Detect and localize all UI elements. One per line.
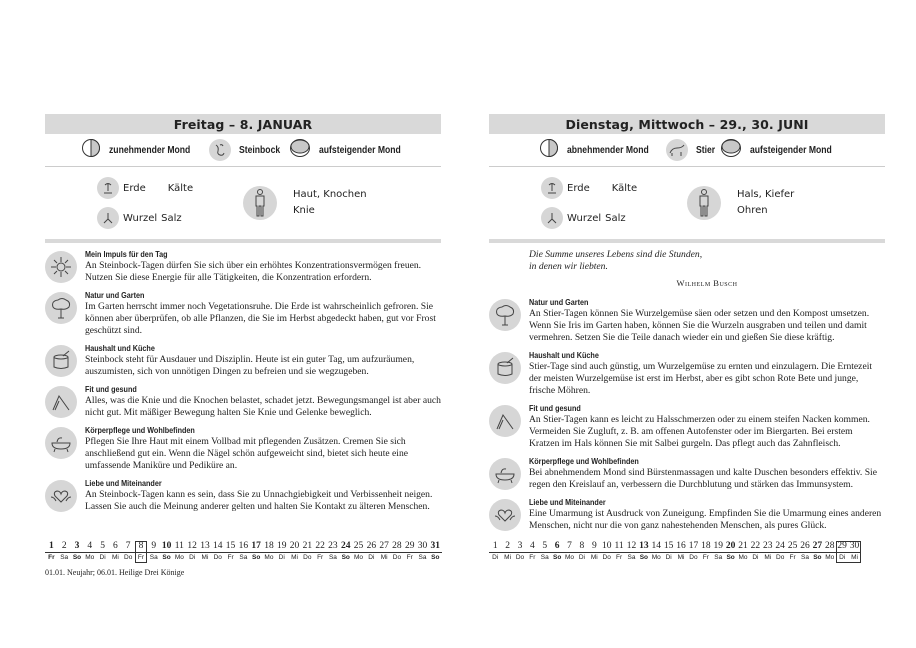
calendar-weekday: So — [431, 554, 440, 561]
calendar-day — [429, 541, 442, 563]
calendar-weekday: Sa — [627, 554, 636, 561]
calendar-day — [601, 541, 613, 563]
plant-part-label: Wurzel — [123, 212, 158, 224]
calendar-day — [160, 541, 173, 563]
item-text: An Steinbock-Tagen kann es sein, dass Sie zu Unnachgiebigkeit und Verbissenheit neigen. Lassen Sie auch die Meinung anderer gelten und halten Sie Kontakt zu älteren Menschen. — [85, 489, 433, 512]
calendar-weekday: Do — [689, 554, 698, 561]
heart-hands-icon — [45, 480, 77, 512]
calendar-day-number: 12 — [187, 541, 197, 551]
bathtub-icon — [45, 427, 77, 459]
element-quality: Kälte — [611, 182, 638, 194]
calendar-day — [135, 541, 148, 563]
calendar-weekday: Fr — [702, 554, 709, 561]
moon-info-row — [45, 134, 441, 167]
calendar-day-number: 3 — [71, 541, 84, 553]
calendar-weekday: Mo — [264, 554, 274, 561]
calendar-day — [687, 541, 699, 563]
ascending-moon-icon — [720, 138, 742, 163]
human-body-icon — [243, 186, 277, 220]
plant-nutrient: Salz — [605, 212, 626, 224]
item-title: Mein Impuls für den Tag — [85, 249, 168, 259]
calendar-day — [327, 541, 340, 563]
calendar-weekday: Sa — [60, 554, 69, 561]
list-item — [45, 249, 441, 284]
calendar-day-number: 25 — [787, 541, 798, 551]
root-icon — [97, 207, 119, 229]
calendar-weekday: So — [552, 554, 562, 561]
calendar-weekday: Di — [368, 554, 375, 561]
quote-line: Die Summe unseres Lebens sind die Stunden, — [529, 249, 703, 260]
calendar-day-number: 17 — [251, 541, 261, 551]
item-title: Haushalt und Küche — [529, 350, 599, 360]
list-item — [489, 297, 885, 344]
calendar-day — [786, 541, 798, 563]
item-text: An Stier-Tagen können Sie Wurzelgemüse säen oder setzen und den Kompost umsetzen. Wenn Sie Iris im Garten haben, können Sie die Wurzeln ausgraben und teilen und damit vermehren. Setzen Sie die Teile danach wieder ein und gießen Sie diese kräftig. — [529, 308, 870, 343]
list-item — [489, 456, 885, 491]
calendar-day — [526, 541, 538, 563]
item-text: An Stier-Tagen kann es leicht zu Halsschmerzen oder zu einem steifen Nacken kommen. Vermeiden Sie Zugluft, z. B. am offenen Autofenster oder im Biergarten. Bei erstem Kratzen im Hals können Sie mit Salbei gurgeln. Das pflegt auch das Zahnfleisch. — [529, 414, 870, 449]
calendar-day — [539, 541, 551, 563]
calendar-day-number: 7 — [563, 541, 575, 553]
advice-list — [45, 249, 441, 513]
calendar-day — [638, 541, 650, 563]
calendar-day — [391, 541, 404, 563]
plant-part-label: Wurzel — [567, 212, 602, 224]
calendar-day-number: 14 — [651, 541, 662, 551]
right-page — [489, 114, 885, 538]
calendar-weekday: Di — [278, 554, 285, 561]
item-title: Körperpflege und Wohlbefinden — [529, 456, 639, 466]
calendar-weekday: So — [813, 554, 822, 561]
moon-phase-label: abnehmender Mond — [566, 144, 649, 156]
calendar-weekday: Sa — [714, 554, 723, 561]
calendar-weekday: Sa — [418, 554, 427, 561]
calendar-weekday: Fr — [789, 554, 796, 561]
calendar-day-number: 28 — [392, 541, 402, 551]
list-item — [45, 343, 441, 378]
calendar-day — [147, 541, 160, 563]
item-text: Bei abnehmendem Mond sind Bürstenmassagen und kalte Duschen besonders effektiv. Sie regen den Kreislauf an, verbessern die Durchblutung und stärken das Immunsystem. — [529, 467, 877, 490]
calendar-day-number: 2 — [501, 541, 513, 553]
ascending-moon-icon — [289, 138, 311, 163]
calendar-day — [339, 541, 352, 563]
calendar-day — [613, 541, 625, 563]
root-icon — [541, 207, 563, 229]
calendar-day-number: 19 — [276, 541, 287, 551]
calendar-highlight — [836, 541, 861, 563]
calendar-day-number: 8 — [576, 541, 588, 553]
item-text: An Steinbock-Tagen dürfen Sie sich über ein erhöhtes Konzentrationsvermögen freuen. Nutzen Sie diese Energie für alle Tätigkeiten, die Konzentration erfordern. — [85, 260, 422, 283]
holiday-note: 01.01. Neujahr; 06.01. Heilige Drei Könige — [45, 568, 185, 577]
calendar-day — [551, 541, 563, 563]
calendar-weekday: Di — [99, 554, 106, 561]
calendar-day-number: 1 — [489, 541, 501, 553]
calendar-day — [625, 541, 637, 563]
tree-icon — [45, 292, 77, 324]
calendar-day — [675, 541, 687, 563]
item-text: Stier-Tage sind auch günstig, um Wurzelgemüse zu ernten und einzulagern. Die Erntezeit der meisten Wurzelgemüse ist erst im Herbst, aber es gibt schon Rote Bete und junge, frische Möhren. — [529, 361, 873, 396]
calendar-weekday: Do — [124, 554, 133, 561]
calendar-weekday: So — [726, 554, 735, 561]
quote — [529, 249, 885, 289]
calendar-day-number: 7 — [122, 541, 135, 553]
calendar-day — [224, 541, 237, 563]
calendar-day — [186, 541, 199, 563]
item-title: Fit und gesund — [85, 384, 137, 394]
list-item — [489, 403, 885, 450]
calendar-day-number: 18 — [701, 541, 711, 551]
calendar-day — [563, 541, 575, 563]
calendar-day — [811, 541, 823, 563]
calendar-day-number: 5 — [96, 541, 109, 553]
calendar-day — [700, 541, 712, 563]
calendar-day-number: 10 — [601, 541, 612, 551]
calendar-day-number: 4 — [83, 541, 96, 553]
calendar-weekday: Mo — [174, 554, 184, 561]
left-page — [45, 114, 441, 519]
calendar-day-number: 28 — [824, 541, 835, 551]
calendar-day-number: 16 — [676, 541, 686, 551]
calendar-day-number: 22 — [750, 541, 761, 551]
calendar-weekday: So — [251, 554, 261, 561]
cooking-pot-icon — [45, 345, 77, 377]
calendar-day — [122, 541, 135, 563]
calendar-day-number: 1 — [45, 541, 58, 553]
calendar-day — [58, 541, 71, 563]
calendar-day — [250, 541, 263, 563]
calendar-weekday: Di — [665, 554, 672, 561]
calendar-day-number: 20 — [725, 541, 736, 551]
calendar-weekday: Sa — [149, 554, 158, 561]
yoga-pose-icon — [489, 405, 521, 437]
calendar-weekday: Sa — [800, 554, 809, 561]
item-title: Körperpflege und Wohlbefinden — [85, 425, 195, 435]
calendar-day-number: 9 — [147, 541, 160, 553]
item-text: Im Garten herrscht immer noch Vegetationsruhe. Die Erde ist wahrscheinlich gefroren. Sie können aber überprüfen, ob alle Pflanzen, die Sie im Herbst abgedeckt haben, gut vor Frost geschützt sind. — [85, 301, 436, 336]
zodiac-label: Steinbock — [238, 144, 280, 156]
calendar-day — [237, 541, 250, 563]
calendar-day-number: 27 — [379, 541, 389, 551]
calendar-day — [173, 541, 186, 563]
item-text: Alles, was die Knie und die Knochen belastet, schadet jetzt. Bewegungsmangel ist aber auch nicht gut. Mit mäßiger Bewegung halten Sie Knie und Gelenke beweglich. — [85, 395, 441, 418]
page-title: Freitag – 8. JANUAR — [45, 114, 441, 134]
calendar-weekday: Mi — [291, 554, 298, 561]
calendar-day-number: 22 — [315, 541, 325, 551]
calendar-day — [749, 541, 761, 563]
calendar-day-number: 21 — [302, 541, 313, 551]
calendar-day — [501, 541, 513, 563]
month-calendar-strip — [489, 541, 861, 563]
yoga-pose-icon — [45, 386, 77, 418]
calendar-weekday: Mo — [825, 554, 835, 561]
item-title: Natur und Garten — [85, 290, 145, 300]
calendar-weekday: Di — [752, 554, 759, 561]
calendar-day-number: 17 — [688, 541, 699, 551]
calendar-day-number: 15 — [225, 541, 236, 551]
calendar-weekday: Fr — [317, 554, 324, 561]
calendar-day-number: 24 — [340, 541, 351, 551]
advice-list — [489, 297, 885, 532]
capricorn-icon — [209, 139, 231, 161]
calendar-day — [489, 541, 501, 563]
waxing-moon-icon — [81, 138, 101, 163]
calendar-day-number: 29 — [837, 541, 847, 551]
calendar-day-number: 2 — [58, 541, 71, 553]
calendar-day — [724, 541, 736, 563]
list-item — [45, 478, 441, 513]
calendar-weekday: Mo — [738, 554, 748, 561]
calendar-day — [83, 541, 96, 563]
calendar-day — [514, 541, 526, 563]
calendar-weekday: Mi — [764, 554, 772, 561]
calendar-day — [199, 541, 212, 563]
item-text: Pflegen Sie Ihre Haut mit einem Vollbad mit pflegenden Zusätzen. Cremen Sie sich anschließend gut ein. Wenn die Nägel schön aufgeweicht sind, bietet sich heute eine umfassende Maniküre und Pediküre an. — [85, 436, 409, 471]
calendar-weekday: So — [341, 554, 350, 561]
element-label: Erde — [567, 182, 590, 194]
calendar-weekday: Mo — [354, 554, 364, 561]
calendar-day — [314, 541, 327, 563]
calendar-weekday: Do — [515, 554, 525, 561]
calendar-day-number: 6 — [551, 541, 563, 553]
moon-direction-label: aufsteigender Mond — [749, 144, 832, 156]
calendar-day-number: 11 — [174, 541, 184, 551]
item-title: Liebe und Miteinander — [529, 497, 606, 507]
calendar-day — [365, 541, 378, 563]
calendar-day-number: 8 — [135, 541, 148, 553]
calendar-day — [824, 541, 836, 563]
list-item — [489, 497, 885, 532]
calendar-weekday: Fr — [48, 554, 55, 561]
heart-hands-icon — [489, 499, 521, 531]
calendar-day-number: 26 — [366, 541, 377, 551]
calendar-day — [352, 541, 365, 563]
item-title: Liebe und Miteinander — [85, 478, 162, 488]
calendar-day — [662, 541, 674, 563]
human-body-icon — [687, 186, 721, 220]
calendar-weekday: Fr — [616, 554, 623, 561]
calendar-day — [416, 541, 429, 563]
body-part-line: Haut, Knochen — [293, 189, 367, 200]
calendar-day-number: 16 — [238, 541, 249, 551]
calendar-day — [378, 541, 391, 563]
calendar-day — [263, 541, 276, 563]
tree-icon — [489, 299, 521, 331]
calendar-day-number: 4 — [526, 541, 538, 553]
calendar-day-number: 25 — [353, 541, 364, 551]
calendar-day-number: 18 — [264, 541, 274, 551]
zodiac-label: Stier — [696, 144, 716, 156]
calendar-day-number: 27 — [812, 541, 823, 551]
quote-author: Wilhelm Busch — [676, 278, 738, 288]
calendar-day-number: 20 — [289, 541, 300, 551]
calendar-day-number: 29 — [404, 541, 415, 551]
calendar-day-number: 3 — [514, 541, 526, 553]
calendar-day — [45, 541, 58, 563]
calendar-day-number: 13 — [639, 541, 649, 551]
calendar-weekday: Mi — [504, 554, 512, 561]
calendar-day-number: 26 — [800, 541, 810, 551]
moon-info-row — [489, 134, 885, 167]
calendar-weekday: Di — [839, 554, 846, 561]
page-title: Dienstag, Mittwoch – 29., 30. JUNI — [489, 114, 885, 134]
calendar-weekday: Fr — [529, 554, 536, 561]
calendar-day-number: 24 — [775, 541, 785, 551]
calendar-weekday: So — [72, 554, 82, 561]
calendar-weekday: Di — [492, 554, 499, 561]
calendar-weekday: Do — [303, 554, 312, 561]
bathtub-icon — [489, 458, 521, 490]
calendar-day — [109, 541, 122, 563]
calendar-day-number: 13 — [200, 541, 210, 551]
calendar-weekday: Do — [213, 554, 222, 561]
calendar-weekday: Mo — [651, 554, 661, 561]
calendar-day-number: 23 — [763, 541, 773, 551]
calendar-weekday: Mo — [85, 554, 95, 561]
calendar-day — [211, 541, 224, 563]
element-label: Erde — [123, 182, 146, 194]
calendar-day-number: 9 — [588, 541, 600, 553]
plant-nutrient: Salz — [161, 212, 182, 224]
item-text: Steinbock steht für Ausdauer und Disziplin. Heute ist ein guter Tag, um aufzuräumen, auszumisten, sich von unnötigen Dingen zu befreien und sie wegzugeben. — [85, 354, 415, 377]
calendar-day-number: 30 — [417, 541, 428, 551]
calendar-weekday: Di — [189, 554, 196, 561]
moon-phase-label: zunehmender Mond — [109, 144, 191, 156]
moon-direction-label: aufsteigender Mond — [318, 144, 401, 156]
calendar-weekday: Do — [776, 554, 785, 561]
calendar-weekday: Mo — [565, 554, 575, 561]
calendar-day — [588, 541, 600, 563]
calendar-day — [737, 541, 749, 563]
element-block — [489, 167, 885, 243]
sun-flower-icon — [45, 251, 77, 283]
body-part-line: Hals, Kiefer — [737, 189, 795, 200]
calendar-weekday: So — [639, 554, 649, 561]
calendar-day-number: 30 — [849, 541, 860, 551]
calendar-day-number: 31 — [430, 541, 441, 551]
calendar-weekday: Mi — [851, 554, 858, 561]
quote-line: in denen wir liebten. — [529, 261, 608, 272]
calendar-weekday: Fr — [137, 554, 145, 561]
calendar-day — [288, 541, 301, 563]
calendar-day — [301, 541, 314, 563]
calendar-day — [848, 541, 860, 563]
calendar-day-number: 11 — [614, 541, 624, 551]
calendar-day — [774, 541, 786, 563]
calendar-day — [576, 541, 588, 563]
calendar-day-number: 6 — [109, 541, 122, 553]
calendar-weekday: Sa — [328, 554, 337, 561]
calendar-weekday: Fr — [227, 554, 234, 561]
calendar-day-number: 19 — [713, 541, 723, 551]
item-title: Natur und Garten — [529, 297, 589, 307]
item-text: Eine Umarmung ist Ausdruck von Zuneigung. Empfinden Sie die Umarmung eines anderen Menschen, nicht nur die von ganz nahestehenden Menschen, als pures Glück. — [529, 508, 882, 531]
earth-plant-icon — [97, 177, 119, 199]
calendar-day-number: 23 — [328, 541, 338, 551]
body-part-line: Knie — [293, 205, 315, 216]
list-item — [489, 350, 885, 397]
calendar-day-number: 5 — [539, 541, 551, 553]
calendar-day — [403, 541, 416, 563]
calendar-weekday: Do — [392, 554, 402, 561]
calendar-weekday: Mi — [201, 554, 209, 561]
list-item — [45, 290, 441, 337]
calendar-day — [650, 541, 662, 563]
calendar-day — [712, 541, 724, 563]
calendar-weekday: Fr — [406, 554, 413, 561]
calendar-weekday: Do — [602, 554, 611, 561]
item-title: Fit und gesund — [529, 403, 581, 413]
calendar-weekday: Di — [578, 554, 585, 561]
calendar-weekday: Mi — [380, 554, 388, 561]
list-item — [45, 384, 441, 419]
calendar-weekday: Mi — [677, 554, 685, 561]
taurus-icon — [666, 139, 688, 161]
element-block — [45, 167, 441, 243]
calendar-day — [96, 541, 109, 563]
calendar-day — [275, 541, 288, 563]
calendar-weekday: Sa — [540, 554, 549, 561]
body-part-line: Ohren — [737, 205, 768, 216]
calendar-day — [71, 541, 84, 563]
calendar-day-number: 12 — [626, 541, 637, 551]
waning-moon-icon — [539, 138, 559, 163]
item-title: Haushalt und Küche — [85, 343, 155, 353]
calendar-day-number: 15 — [663, 541, 674, 551]
calendar-day-number: 14 — [213, 541, 223, 551]
earth-plant-icon — [541, 177, 563, 199]
calendar-day-number: 21 — [738, 541, 748, 551]
calendar-day — [836, 541, 848, 563]
calendar-day — [799, 541, 811, 563]
element-quality: Kälte — [167, 182, 194, 194]
calendar-weekday: Sa — [239, 554, 248, 561]
list-item — [45, 425, 441, 472]
calendar-day-number: 10 — [161, 541, 172, 551]
calendar-day — [762, 541, 774, 563]
month-calendar-strip — [45, 541, 442, 563]
calendar-weekday: So — [162, 554, 171, 561]
calendar-weekday: Mi — [590, 554, 598, 561]
cooking-pot-icon — [489, 352, 521, 384]
calendar-weekday: Mi — [111, 554, 119, 561]
